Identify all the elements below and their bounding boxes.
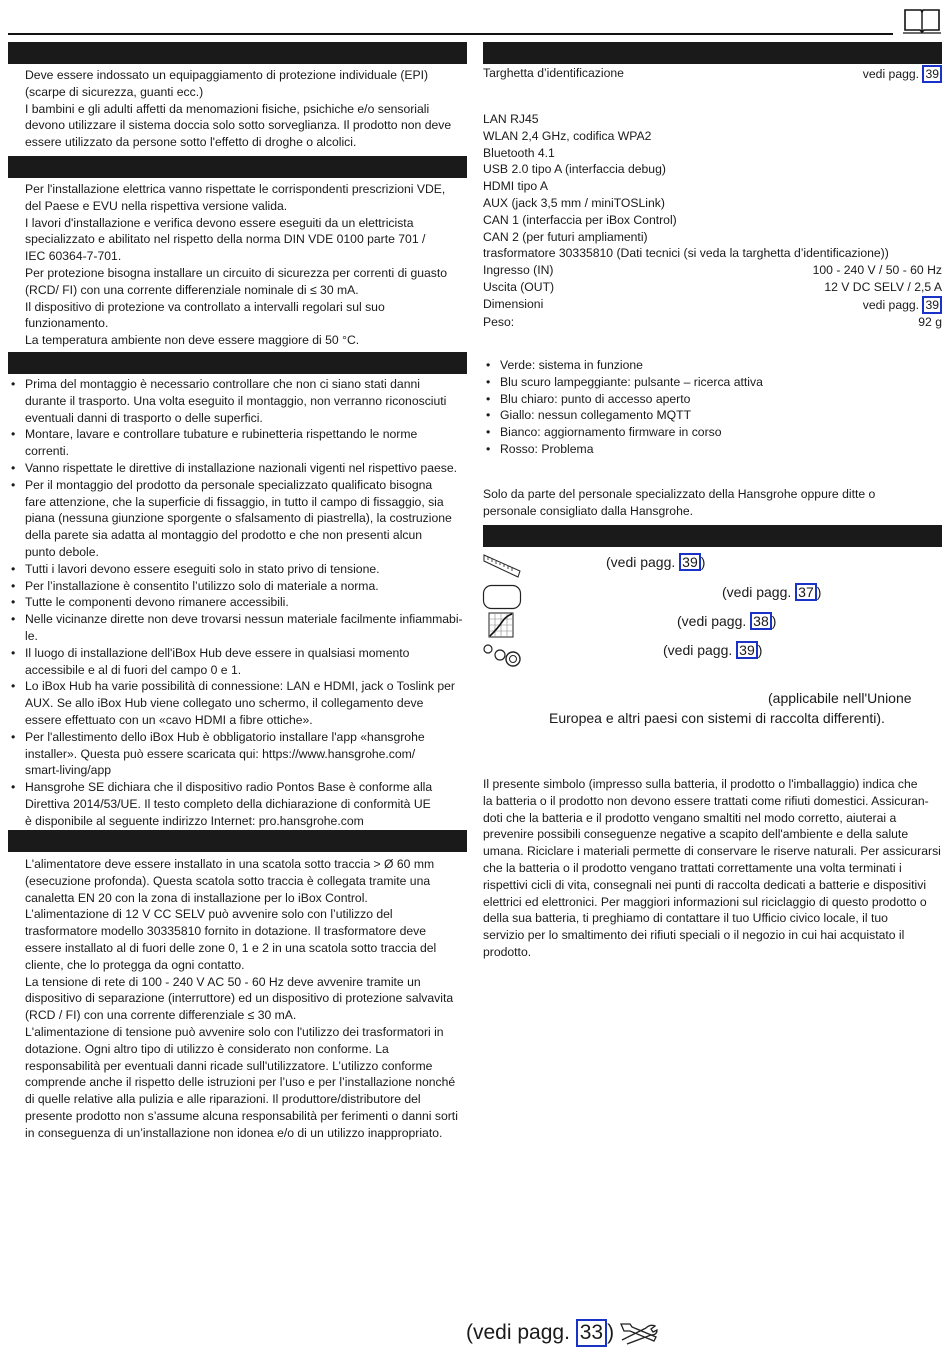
ref-measurements: (vedi pagg. 39 ) [606, 554, 706, 570]
eu-note-line-1: (applicabile nell'Unione [768, 690, 912, 706]
text-line: responsabilità per eventuali danni ricade sull'utilizzatore. L’utilizzo conforme [25, 1058, 433, 1073]
text-line: WLAN 2,4 GHz, codifica WPA2 [483, 128, 652, 143]
ref-spare-parts: (vedi pagg. 39 ) [663, 642, 763, 658]
text-line: rispettivi cicli di vita, consegnali nei punti di raccolta dedicati a batterie e dispositivi [483, 877, 927, 892]
text-line: della sua batteria, ti preghiamo di contattare il tuo Ufficio civico locale, il tuo [483, 911, 888, 926]
text-line: Il dispositivo di protezione va controllato a intervalli regolari sul suo [25, 299, 385, 314]
text-line: personale consigliato dalla Hansgrohe. [483, 503, 694, 518]
text-line: del Paese e EVU nella rispettiva versione valida. [25, 198, 288, 213]
text-line: presente prodotto non s’assume alcuna responsabilità per ferimenti o danni sorti [25, 1108, 458, 1123]
footer-ref: (vedi pagg. 33 ) [466, 1318, 614, 1348]
text-line: L'alimentazione di tensione può avvenire solo con l'utilizzo dei trasformatori in [25, 1024, 444, 1039]
ruler-icon [482, 553, 522, 579]
text-line: umana. Riciclare i materiali permette di conservare le riserve naturali. Per assicurarsi [483, 844, 941, 859]
spec-row-input: Ingresso (IN) 100 - 240 V / 50 - 60 Hz [483, 263, 942, 278]
text-line: (scarpe di sicurezza, guanti ecc.) [25, 84, 204, 99]
text-line: dispositivo di separazione (interruttore) ed un dispositivo di protezione salvavita [25, 991, 454, 1006]
text-line: essere installato al di fuori delle zone 0, 1 e 2 in una scatola sotto traccia del [25, 940, 437, 955]
list-item: • Per l'allestimento dello iBox Hub è obbligatorio installare l'app «hansgrohe installer». Questa può essere scaricata qui: https://www.hansgrohe.com/ smart-living/app [9, 729, 467, 779]
text-line: IEC 60364-7-701. [25, 249, 122, 264]
safety-text [25, 67, 465, 151]
text-line: dotazione. Ogni altro tipo di utilizzo è considerato non conforme. La [25, 1041, 389, 1056]
text-line: Solo da parte del personale specializzato della Hansgrohe oppure ditte o [483, 487, 876, 501]
text-line: I bambini e gli adulti affetti da menomazioni fisiche, psichiche e/o sensoriali [25, 101, 430, 116]
list-item: • Bianco: aggiornamento firmware in corso [484, 424, 924, 441]
text-line: La tensione di rete di 100 - 240 V AC 50 - 60 Hz deve avvenire tramite un [25, 974, 421, 989]
text-line: L'alimentatore deve essere installato in una scatola sotto traccia > Ø 60 mm [25, 857, 435, 871]
list-item: • Per l’installazione è consentito l’utilizzo solo di materiale a norma. [9, 578, 467, 595]
section-bar-parts [483, 525, 942, 547]
text-line: Per l'installazione elettrica vanno rispettate le corrispondenti prescrizioni VDE, [25, 182, 446, 196]
list-item: • Il luogo di installazione dell'iBox Hub deve essere in qualsiasi momento accessibile e al di fuori del campo 0 e 1. [9, 645, 467, 679]
eu-note-line-2: Europea e altri paesi con sistemi di raccolta differenti). [549, 710, 885, 726]
list-item: • Blu scuro lampeggiante: pulsante – ricerca attiva [484, 374, 924, 391]
section-bar-power [8, 830, 467, 852]
ref-flow: (vedi pagg. 38 ) [677, 613, 777, 629]
ref-dimensions: (vedi pagg. 37 ) [722, 584, 822, 600]
text-line: La temperatura ambiente non deve essere maggiore di 50 °C. [25, 333, 360, 348]
ident-row [483, 65, 942, 83]
list-item: • Hansgrohe SE dichiara che il dispositivo radio Pontos Base è conforme alla Direttiva 2014/53/UE. Il testo completo della dichiarazione di conformità UE è disponibile al seguente indirizzo Internet: pro.hansgrohe.com [9, 779, 467, 829]
text-line: funzionamento. [25, 316, 109, 331]
text-line: LAN RJ45 [483, 112, 539, 126]
ident-ref: vedi pagg. 39 [863, 65, 942, 83]
text-line: canaletta EN 20 con la zona di installazione per lo iBox Control. [25, 890, 368, 905]
text-line: CAN 2 (per futuri ampliamenti) [483, 229, 648, 244]
text-line: prodotto. [483, 944, 532, 959]
section-bar-technical [483, 42, 942, 64]
text-line: CAN 1 (interfaccia per iBox Control) [483, 212, 677, 227]
list-item: • Nelle vicinanze dirette non deve trovarsi nessun materiale facilmente infiammabi- le. [9, 611, 467, 645]
text-line: I lavori d'installazione e verifica devono essere eseguiti da un elettricista [25, 215, 414, 230]
section-bar-electrical [8, 156, 467, 178]
disposal-text [483, 776, 943, 961]
list-item: • Tutti i lavori devono essere eseguiti solo in stato privo di tensione. [9, 561, 467, 578]
flow-diagram-icon [488, 612, 516, 638]
section-bar-safety [8, 42, 467, 64]
text-line: Per protezione bisogna installare un circuito di sicurezza per correnti di guasto [25, 265, 448, 280]
list-item: • Blu chiaro: punto di accesso aperto [484, 391, 924, 408]
spare-parts-icon [482, 641, 522, 669]
text-line: servizio per lo smaltimento dei rifiuti speciali o il negozio in cui hai acquistato il [483, 928, 905, 943]
rounded-rect-icon [482, 584, 522, 610]
text-line: di quelle relative alla pulizia e alle riparazioni. Il produttore/distributore del [25, 1092, 421, 1107]
text-line: L’alimentazione di 12 V CC SELV può avvenire solo con l’utilizzo del [25, 907, 393, 922]
list-item: • Tutte le componenti devono rimanere accessibili. [9, 594, 467, 611]
list-item: • Vanno rispettate le direttive di installazione nazionali vigenti nel rispettivo paese. [9, 460, 467, 477]
electrical-text [25, 181, 465, 349]
interfaces-list [483, 111, 942, 331]
list-item: • Montare, lavare e controllare tubature e rubinetteria rispettando le norme correnti. [9, 426, 467, 460]
page-ref-link[interactable]: 39 [679, 553, 701, 571]
text-line: che la batteria o il prodotto vengano trattati correttamente una volta terminati i [483, 860, 902, 875]
text-line: trasformatore 30335810 (Dati tecnici (si veda la targhetta d’identificazione)) [483, 246, 889, 261]
text-line: AUX (jack 3,5 mm / miniTOSLink) [483, 195, 665, 210]
text-line: HDMI tipo A [483, 179, 549, 194]
text-line: in conseguenza di un’installazione non idonea e/o di un utilizzo inappropriato. [25, 1125, 443, 1140]
page-ref-link[interactable]: 38 [750, 612, 772, 630]
text-line: devono utilizzare il sistema doccia solo sotto sorveglianza. Il prodotto non deve [25, 118, 452, 133]
text-line: trasformatore modello 30335810 fornito in dotazione. Il trasformatore deve [25, 924, 427, 939]
text-line: Il presente simbolo (impresso sulla batteria, il prodotto o l'imballaggio) indica che [483, 777, 918, 791]
led-list [484, 357, 924, 458]
list-item: • Verde: sistema in funzione [484, 357, 924, 374]
text-line: Bluetooth 4.1 [483, 145, 555, 160]
list-item: • Lo iBox Hub ha varie possibilità di connessione: LAN e HDMI, jack o Toslink per AUX. Se allo iBox Hub viene collegato uno schermo, il collegamento deve essere effettuato con un «cavo HDMI a fibre ottiche». [9, 678, 467, 728]
text-line: doti che la batteria e il prodotto vengano smaltiti nel modo corretto, aiuterai a [483, 810, 897, 825]
tools-icon [618, 1320, 660, 1346]
installation-list [9, 376, 467, 830]
section-bar-installation [8, 352, 467, 374]
text-line: USB 2.0 tipo A (interfaccia debug) [483, 162, 666, 177]
page-ref-link[interactable]: 39 [736, 641, 758, 659]
text-line: essere utilizzato da persone sotto l'effetto di droghe o alcolici. [25, 135, 357, 150]
service-text [483, 486, 942, 520]
text-line: specializzato e abilitato nel rispetto della norma DIN VDE 0100 parte 701 / [25, 232, 426, 247]
text-line: la batteria o il prodotto non devono essere trattati come rifiuti domestici. Assicuran- [483, 793, 929, 808]
open-book-icon [903, 8, 941, 34]
spec-row-output: Uscita (OUT) 12 V DC SELV / 2,5 A [483, 279, 942, 294]
list-item: • Giallo: nessun collegamento MQTT [484, 407, 924, 424]
list-item: • Prima del montaggio è necessario controllare che non ci siano stati danni durante il trasporto. Una volta eseguito il montaggio, non verranno riconosciuti eventuali danni di trasporto o delle superfici. [9, 376, 467, 426]
text-line: cliente, che lo protegga da ogni contatto. [25, 957, 245, 972]
page-ref-link[interactable]: 37 [795, 583, 817, 601]
text-line: comprende anche il rispetto delle istruzioni per l’uso e per l’installazione nonché [25, 1075, 456, 1090]
spec-row-weight: Peso: 92 g [483, 314, 942, 329]
page-ref-link[interactable]: 33 [576, 1319, 607, 1347]
text-line: elettrici ed elettronici. Per maggiori informazioni sul riciclaggio di questo prodotto o [483, 894, 927, 909]
text-line: (RCD/ FI) con una corrente differenziale nominale di ≤ 30 mA. [25, 282, 359, 297]
text-line: Deve essere indossato un equipaggiamento di protezione individuale (EPI) [25, 68, 429, 82]
page-ref-link[interactable]: 39 [922, 65, 942, 83]
list-item: • Per il montaggio del prodotto da personale specializzato qualificato bisogna fare attenzione, che la superficie di fissaggio, in tutto il campo di fissaggio, sia piana (nessuna giunzione sporgente o sfalsamento di piastrella), la costruzione della parete sia adatta al montaggio del prodotto e che non presenti alcun punto debole. [9, 477, 467, 561]
list-item: • Rosso: Problema [484, 441, 924, 458]
power-text [25, 856, 465, 1142]
text-line: prevenire possibili conseguenze negative a scapito dell'ambiente e della salute [483, 827, 909, 842]
spec-row-dimensions: Dimensioni vedi pagg. 39 [483, 296, 942, 314]
text-line: (esecuzione profonda). Questa scatola sotto traccia è collegata tramite una [25, 873, 431, 888]
ident-label: Targhetta d’identificazione [483, 66, 624, 80]
page-ref-link[interactable]: 39 [922, 296, 942, 314]
header-rule [8, 33, 893, 35]
text-line: (RCD / FI) con una corrente differenziale ≤ 30 mA. [25, 1008, 297, 1023]
